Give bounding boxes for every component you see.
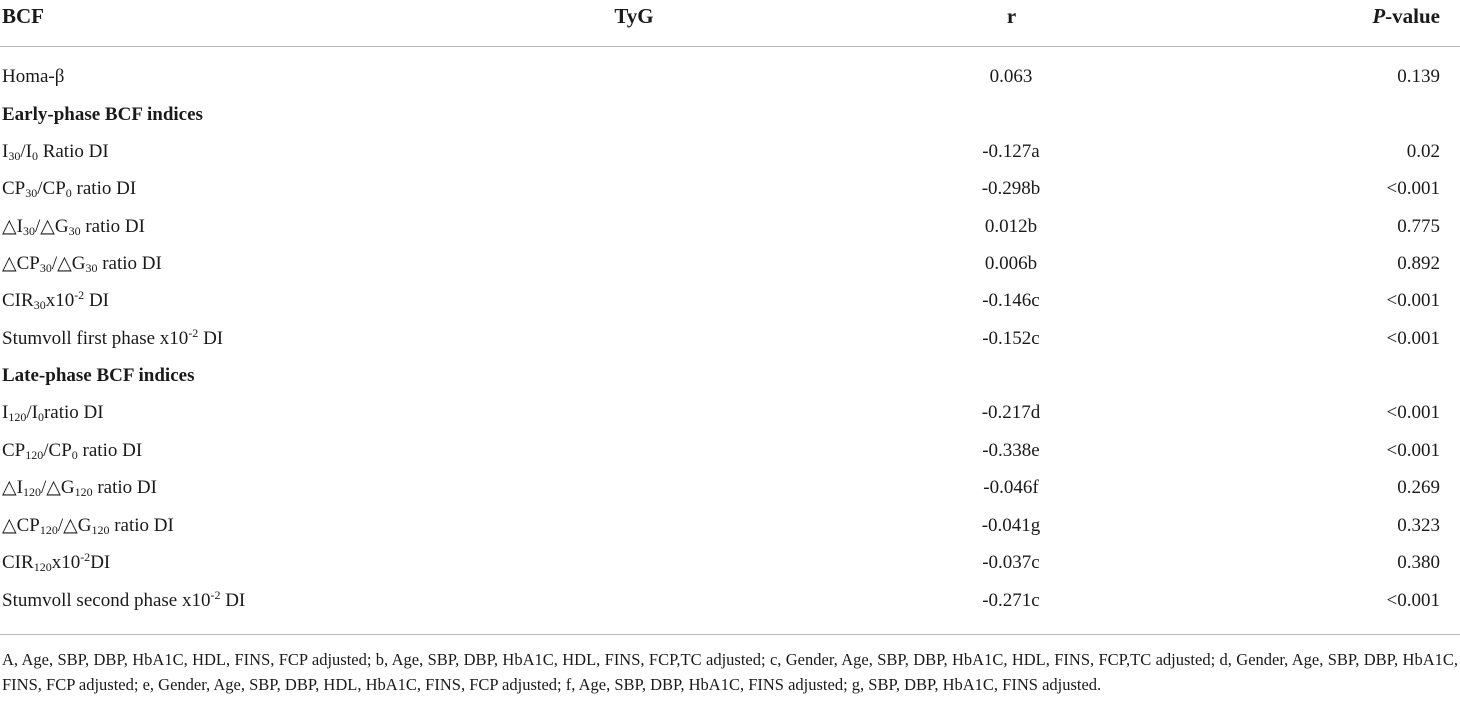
row-p-value: 0.380 <box>1397 552 1440 573</box>
table-row <box>0 433 1460 470</box>
row-r-value: -0.046f <box>983 477 1039 498</box>
table-row <box>0 545 1460 582</box>
table-row <box>0 470 1460 507</box>
row-p-value: 0.775 <box>1397 216 1440 237</box>
row-label: Stumvoll first phase $x10^{-2}$ DI <box>2 326 224 349</box>
section-row-early-phase <box>0 97 1460 134</box>
p-italic: P <box>1372 4 1386 28</box>
row-p-value: 0.139 <box>1397 66 1440 87</box>
column-header-p-value <box>1372 1 1440 31</box>
row-r-value: 0.006b <box>984 253 1038 274</box>
row-r-value: -0.041g <box>981 515 1041 536</box>
row-label: $\triangle I_{30}/\triangle G_{30}$ ratio DI <box>2 216 145 238</box>
row-r-value: 0.063 <box>989 66 1033 87</box>
row-r-value: -0.152c <box>982 328 1040 349</box>
row-label: $CP_{30}/CP_0$ ratio DI <box>2 178 137 200</box>
table-row <box>0 246 1460 283</box>
p-suffix: -value <box>1385 4 1440 28</box>
table-row <box>0 283 1460 320</box>
row-r-value: -0.217d <box>981 402 1041 423</box>
table-row <box>0 134 1460 171</box>
table-row <box>0 171 1460 208</box>
row-label: $CIR_{30}x10^{-2}$ DI <box>2 288 109 312</box>
row-p-value: <0.001 <box>1386 402 1440 423</box>
row-label: $CP_{120}/CP_0$ ratio DI <box>2 440 143 462</box>
row-label: $\triangle CP_{30}/\triangle G_{30}$ ratio DI <box>2 253 162 275</box>
row-r-value: -0.298b <box>981 178 1041 199</box>
row-p-value: <0.001 <box>1386 590 1440 611</box>
row-p-value: <0.001 <box>1386 178 1440 199</box>
row-label: $I_{120}/I_0ratio$ DI <box>2 402 104 424</box>
table-bottom-divider <box>0 634 1460 635</box>
table-row <box>0 583 1460 620</box>
row-p-value: <0.001 <box>1386 290 1440 311</box>
row-r-value: -0.037c <box>982 552 1040 573</box>
column-header-r: r <box>1006 4 1017 28</box>
section-label: Early-phase BCF indices <box>2 104 203 125</box>
row-p-value: 0.323 <box>1397 515 1440 536</box>
column-header-bcf: BCF <box>2 4 44 28</box>
section-row-late-phase <box>0 358 1460 395</box>
row-label: Stumvoll second phase $x10^{-2}$ DI <box>2 588 246 611</box>
row-label: Homa-β <box>2 66 65 87</box>
table-row <box>0 209 1460 246</box>
row-p-value: 0.02 <box>1406 141 1440 162</box>
row-label: $CIR_{120}x10^{-2}DI$ <box>2 550 111 574</box>
table-header <box>0 0 1460 46</box>
section-label: Late-phase BCF indices <box>2 365 195 386</box>
table-row <box>0 59 1460 96</box>
row-r-value: -0.271c <box>982 590 1040 611</box>
table-footnote: A, Age, SBP, DBP, HbA1C, HDL, FINS, FCP adjusted; b, Age, SBP, DBP, HbA1C, HDL, FINS, FCP,TC adjusted; c, Gender, Age, SBP, DBP, HbA1C, HDL, FINS, FCP,TC adjusted; d, Gender, Age, SBP, DBP, HbA1C, FINS, FCP adjusted; e, Gender, Age, SBP, DBP, HDL, HbA1C, FINS, FCP adjusted; f, Age, SBP, DBP, HbA1C, FINS adjusted; g, SBP, DBP, HbA1C, FINS adjusted. <box>2 650 1458 694</box>
header-divider <box>0 46 1460 47</box>
row-r-value: 0.012b <box>984 216 1038 237</box>
column-header-tyg: TyG <box>614 4 654 28</box>
table-row <box>0 395 1460 432</box>
row-r-value: -0.338e <box>982 440 1040 461</box>
row-p-value: <0.001 <box>1386 328 1440 349</box>
row-p-value: 0.269 <box>1397 477 1440 498</box>
row-label: $I_{30}/I_0$ Ratio DI <box>2 141 109 163</box>
row-r-value: -0.127a <box>982 141 1040 162</box>
row-p-value: 0.892 <box>1397 253 1440 274</box>
row-label: $\triangle I_{120}/\triangle G_{120}$ ratio DI <box>2 477 157 499</box>
table-row <box>0 321 1460 358</box>
row-label: $\triangle CP_{120}/\triangle G_{120}$ ratio DI <box>2 515 174 537</box>
table-row <box>0 508 1460 545</box>
row-r-value: -0.146c <box>982 290 1040 311</box>
row-p-value: <0.001 <box>1386 440 1440 461</box>
